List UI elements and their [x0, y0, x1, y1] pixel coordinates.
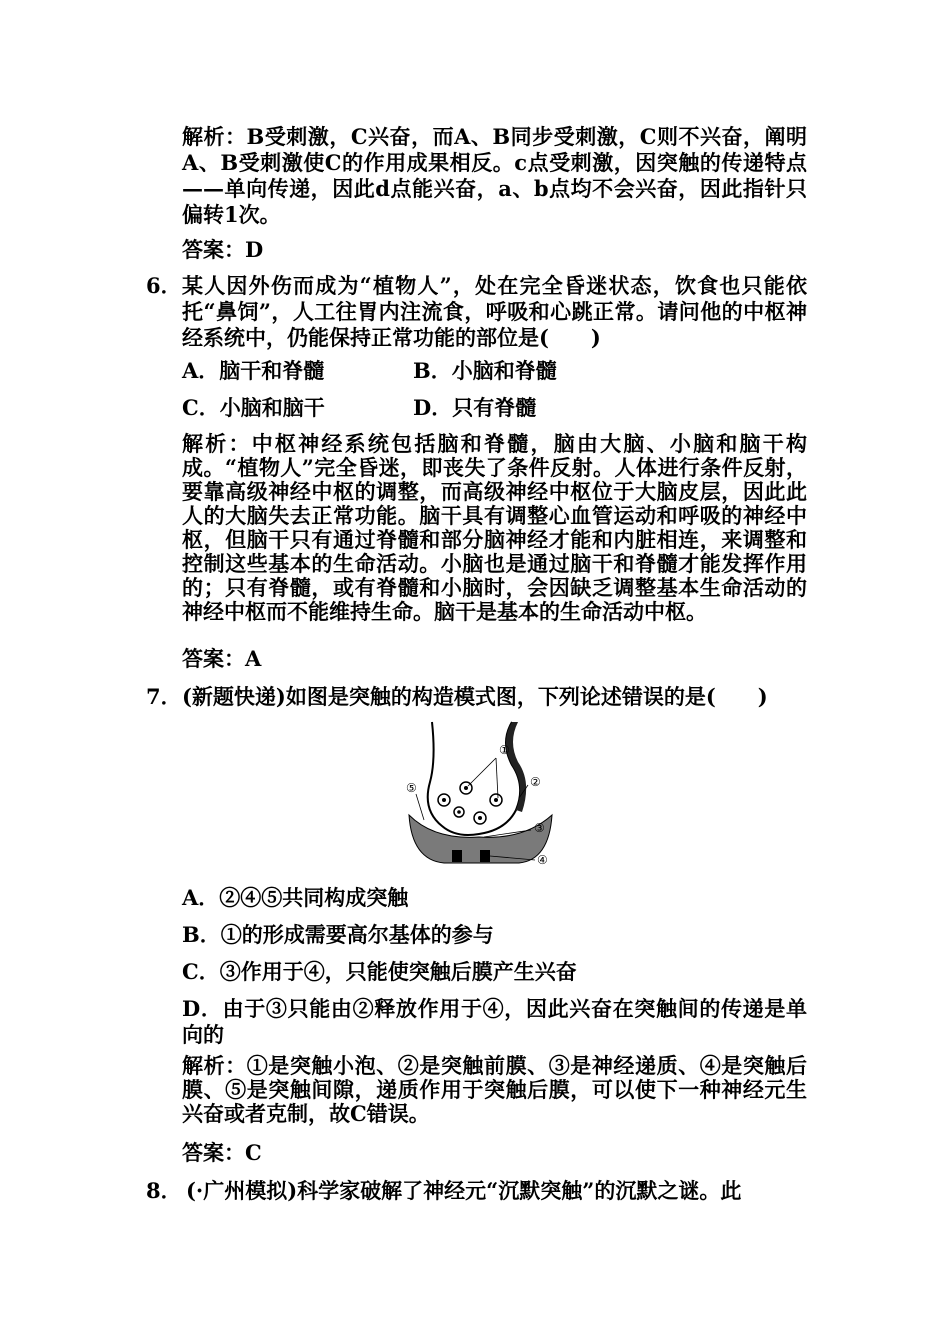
q6-number: 6． — [146, 273, 182, 298]
q7-stem: (新题快递)如图是突触的构造模式图，下列论述错误的是( ) — [182, 684, 768, 709]
q5-analysis-text: B受刺激，C兴奋，而A、B同步受刺激，C则不兴奋，阐明A、B受刺激使C的作用成果相反。c点受刺激，因突触的传递特点——单向传递，因此d点能兴奋，a、b点均不会兴奋，因此指针只偏转1次。 — [182, 124, 808, 227]
q8-stem: (·广州模拟)科学家破解了神经元“沉默突触”的沉默之谜。此 — [186, 1178, 742, 1203]
receptor — [480, 850, 490, 862]
q6-option-b: B．小脑和脊髓 — [413, 358, 557, 383]
q7-number: 7． — [146, 684, 182, 709]
q6-answer: 答案：A — [182, 646, 262, 671]
q6-analysis-text: 中枢神经系统包括脑和脊髓，脑由大脑、小脑和脑干构成。“植物人”完全昏迷，即丧失了条件反射。人体进行条件反射，要靠高级神经中枢的调整，而高级神经中枢位于大脑皮层，因此此人的大脑失去正常功能。脑干具有调整心血管运动和呼吸的神经中枢，但脑干只有通过脊髓和部分脑神经才能和内脏相连，来调整和控制这些基本的生命活动。小脑也是通过脑干和脊髓才能发挥作用的；只有脊髓，或有脊髓和小脑时，会因缺乏调整基本生命活动的神经中枢而不能维持生命。脑干是基本的生命活动中枢。 — [182, 431, 808, 624]
q7-analysis-label: 解析： — [182, 1053, 247, 1078]
synapse-figure — [404, 720, 554, 870]
figure-label-3: ③ — [534, 821, 545, 835]
figure-label-4: ④ — [537, 853, 548, 867]
figure-label-5: ⑤ — [406, 781, 417, 795]
q7-option-c: C．③作用于④，只能使突触后膜产生兴奋 — [182, 959, 577, 984]
q5-analysis — [182, 124, 807, 228]
q5-answer: 答案：D — [182, 237, 264, 262]
q6-stem: 某人因外伤而成为“植物人”，处在完全昏迷状态，饮食也只能依托“鼻饲”，人工往胃内注流食，呼吸和心跳正常。请问他的中枢神经系统中，仍能保持正常功能的部位是( ) — [182, 273, 807, 350]
q6-option-c: C．小脑和脑干 — [182, 395, 325, 420]
q7-analysis-text: ①是突触小泡、②是突触前膜、③是神经递质、④是突触后膜、⑤是突触间隙，递质作用于突触后膜，可以使下一种神经元生兴奋或者克制，故C错误。 — [182, 1053, 808, 1126]
q6-option-a: A．脑干和脊髓 — [182, 358, 325, 383]
figure-label-1: ① — [499, 743, 510, 757]
q6-analysis-label: 解析： — [182, 431, 252, 456]
q5-analysis-label: 解析： — [182, 124, 247, 149]
q6-option-d: D．只有脊髓 — [413, 395, 537, 420]
receptor — [452, 850, 462, 862]
q7-option-a: A．②④⑤共同构成突触 — [182, 885, 409, 910]
q7-answer: 答案：C — [182, 1140, 262, 1165]
q7-option-d: D．由于③只能由②释放作用于④，因此兴奋在突触间的传递是单向的 — [182, 996, 807, 1047]
q7-analysis — [182, 1054, 807, 1126]
q7-option-b: B．①的形成需要高尔基体的参与 — [182, 922, 494, 947]
q8-number: 8． — [146, 1178, 182, 1203]
figure-label-2: ② — [530, 775, 541, 789]
q6-analysis — [182, 432, 807, 624]
